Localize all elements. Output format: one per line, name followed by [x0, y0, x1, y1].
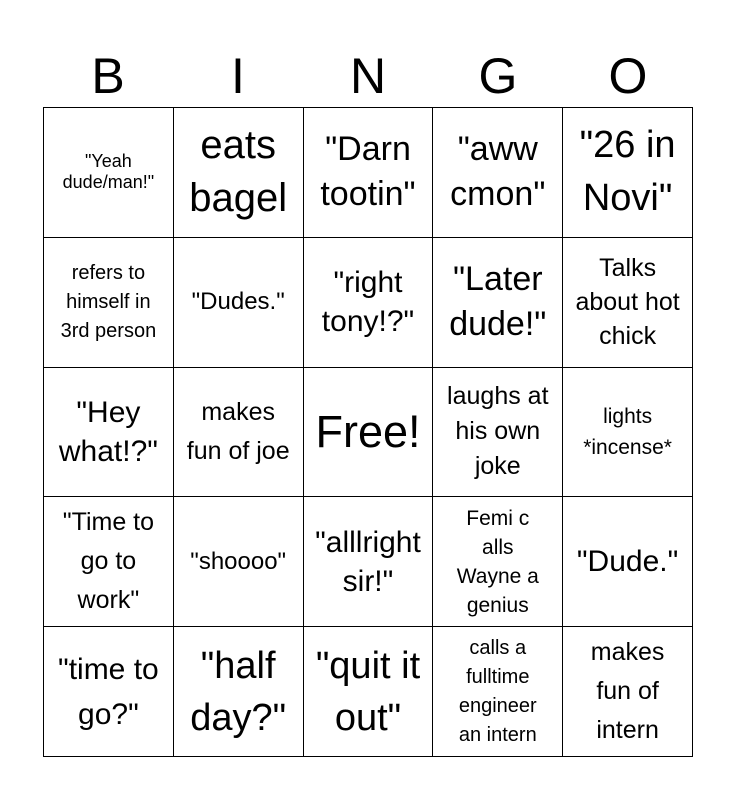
cell-text: makes fun of intern [590, 638, 665, 745]
bingo-cell[interactable] [433, 108, 563, 238]
header-letter-n: N [349, 48, 387, 104]
cell-text: "aww cmon" [450, 130, 546, 214]
bingo-cell[interactable] [44, 627, 174, 757]
cell-text: eats bagel [189, 123, 288, 221]
cell-text: Talks about hot chick [575, 254, 680, 351]
bingo-cell[interactable] [44, 497, 174, 627]
bingo-cell[interactable] [563, 497, 693, 627]
bingo-cell[interactable] [174, 368, 304, 498]
header-letter-b: B [91, 48, 125, 104]
cell-text: "Dude." [576, 545, 679, 579]
header-letter-g: G [478, 48, 518, 104]
bingo-cell[interactable] [304, 627, 434, 757]
cell-text: "Later dude!" [449, 260, 547, 344]
bingo-cell[interactable] [433, 497, 563, 627]
bingo-board [43, 107, 693, 757]
bingo-cell[interactable] [433, 627, 563, 757]
cell-text: "right tony!?" [321, 266, 415, 339]
cell-text: makes fun of joe [186, 397, 290, 465]
cell-text: calls a fulltime engineer an intern [458, 636, 537, 746]
bingo-cell[interactable] [304, 108, 434, 238]
bingo-cell[interactable] [174, 627, 304, 757]
bingo-cell[interactable] [304, 368, 434, 498]
cell-text: "Hey what!?" [58, 395, 158, 468]
bingo-cell[interactable] [563, 108, 693, 238]
bingo-cell[interactable] [304, 497, 434, 627]
cell-text: lights *incense* [583, 404, 672, 459]
bingo-cell[interactable] [174, 497, 304, 627]
cell-text: "Time to go to work" [62, 508, 155, 615]
cell-text: "half day?" [190, 644, 287, 739]
bingo-cell[interactable] [174, 238, 304, 368]
cell-text: "Dudes." [191, 288, 285, 316]
bingo-cell[interactable] [563, 238, 693, 368]
cell-text: laughs at his own joke [447, 382, 549, 481]
bingo-cell[interactable] [304, 238, 434, 368]
bingo-cell[interactable] [433, 368, 563, 498]
cell-text: Free! [315, 405, 421, 457]
header-letter-o: O [608, 48, 648, 104]
cell-text: "shoooo" [190, 547, 287, 575]
bingo-cell[interactable] [563, 627, 693, 757]
bingo-cell[interactable] [433, 238, 563, 368]
bingo-cell[interactable] [563, 368, 693, 498]
cell-text: "Yeah dude/man!" [62, 151, 155, 193]
bingo-cell[interactable] [44, 368, 174, 498]
bingo-header [43, 48, 693, 104]
cell-text: "quit it out" [315, 644, 421, 739]
bingo-cell[interactable] [44, 238, 174, 368]
bingo-cell[interactable] [44, 108, 174, 238]
cell-text: Femi c alls Wayne a genius [456, 506, 539, 617]
cell-text: "Darn tootin" [320, 130, 416, 214]
bingo-cell[interactable] [174, 108, 304, 238]
cell-text: "time to go?" [58, 652, 159, 731]
cell-text: "26 in Novi" [579, 124, 676, 220]
header-letter-i: I [231, 48, 245, 104]
cell-text: refers to himself in 3rd person [60, 261, 157, 342]
cell-text: "alllright sir!" [315, 525, 421, 598]
